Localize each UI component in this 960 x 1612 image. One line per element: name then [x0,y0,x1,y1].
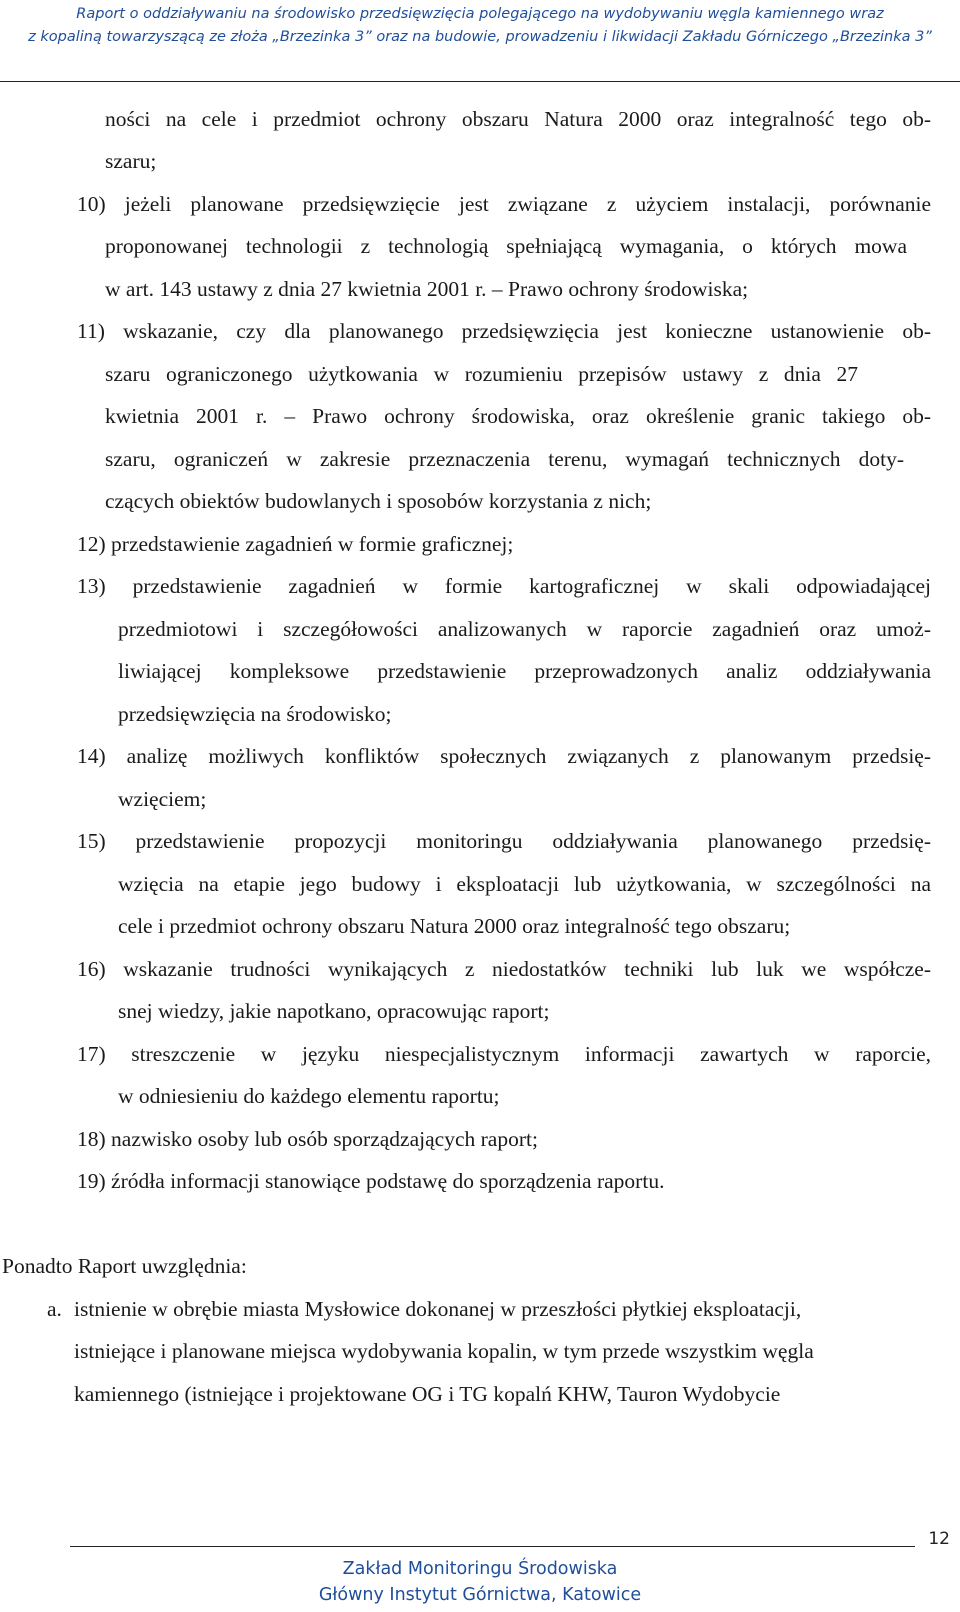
body-line: 11) wskazanie, czy dla planowanego przedsięwzięcia jest konieczne ustanowienie ob- [77,319,931,343]
body-line: wzięciem; [118,787,207,811]
body-line: szaru ograniczonego użytkowania w rozumieniu przepisów ustawy z dnia 27 [105,362,858,386]
body-line: ności na cele i przedmiot ochrony obszaru Natura 2000 oraz integralność tego ob- [105,107,931,131]
body-line: czących obiektów budowlanych i sposobów korzystania z nich; [105,489,652,513]
body-line: proponowanej technologii z technologią spełniającą wymagania, o których mowa [105,234,907,258]
body-line: wzięcia na etapie jego budowy i eksploatacji lub użytkowania, w szczególności na [118,872,931,896]
body-line: w odniesieniu do każdego elementu raportu; [118,1084,500,1108]
footer-divider [70,1546,915,1547]
body-line: 13) przedstawienie zagadnień w formie kartograficznej w skali odpowiadającej [77,574,931,598]
body-line: kwietnia 2001 r. – Prawo ochrony środowiska, oraz określenie granic takiego ob- [105,404,931,428]
body-line: przedmiotowi i szczegółowości analizowanych w raporcie zagadnień oraz umoż- [118,617,931,641]
body-line: 12) przedstawienie zagadnień w formie graficznej; [77,532,514,556]
body-line: 10) jeżeli planowane przedsięwzięcie jest związane z użyciem instalacji, porównanie [77,192,931,216]
body-line: 19) źródła informacji stanowiące podstawę do sporządzenia raportu. [77,1169,665,1193]
body-line: 17) streszczenie w języku niespecjalistycznym informacji zawartych w raporcie, [77,1042,931,1066]
body-line: istniejące i planowane miejsca wydobywania kopalin, w tym przede wszystkim węgla [74,1339,814,1363]
footer-line-2: Główny Instytut Górnictwa, Katowice [318,1585,642,1605]
footer-line-1: Zakład Monitoringu Środowiska [342,1559,618,1579]
body-line: szaru; [105,149,157,173]
list-marker: a. [47,1297,62,1321]
body-line: szaru, ograniczeń w zakresie przeznaczenia terenu, wymagań technicznych doty- [105,447,904,471]
body-line: istnienie w obrębie miasta Mysłowice dokonanej w przeszłości płytkiej eksploatacji, [74,1297,802,1321]
body-line: 14) analizę możliwych konfliktów społecznych związanych z planowanym przedsię- [77,744,931,768]
body-line: snej wiedzy, jakie napotkano, opracowując raport; [118,999,550,1023]
body-line: w art. 143 ustawy z dnia 27 kwietnia 2001 r. – Prawo ochrony środowiska; [105,277,749,301]
body-line: liwiającej kompleksowe przedstawienie przeprowadzonych analiz oddziaływania [118,659,931,683]
body-line: cele i przedmiot ochrony obszaru Natura 2000 oraz integralność tego obszaru; [118,914,791,938]
header-divider [0,81,960,82]
body-line: 15) przedstawienie propozycji monitoringu oddziaływania planowanego przedsię- [77,829,931,853]
header-line-2: z kopaliną towarzyszącą ze złoża „Brzezinka 3” oraz na budowie, prowadzeniu i likwidacji Zakładu Górniczego „Brzezinka 3” [28,29,932,45]
header-line-1: Raport o oddziaływaniu na środowisko przedsięwzięcia polegającego na wydobywaniu węgla kamiennego wraz [76,6,884,22]
section-intro: Ponadto Raport uwzględnia: [2,1254,247,1278]
body-line: przedsięwzięcia na środowisko; [118,702,392,726]
body-line: kamiennego (istniejące i projektowane OG i TG kopalń KHW, Tauron Wydobycie [74,1382,781,1406]
page-header [0,0,960,49]
page-number: 12 [928,1529,950,1549]
body-line: 16) wskazanie trudności wynikających z niedostatków techniki lub luk we współcze- [77,957,931,981]
page-footer [0,1556,960,1608]
body-line: 18) nazwisko osoby lub osób sporządzających raport; [77,1127,538,1151]
